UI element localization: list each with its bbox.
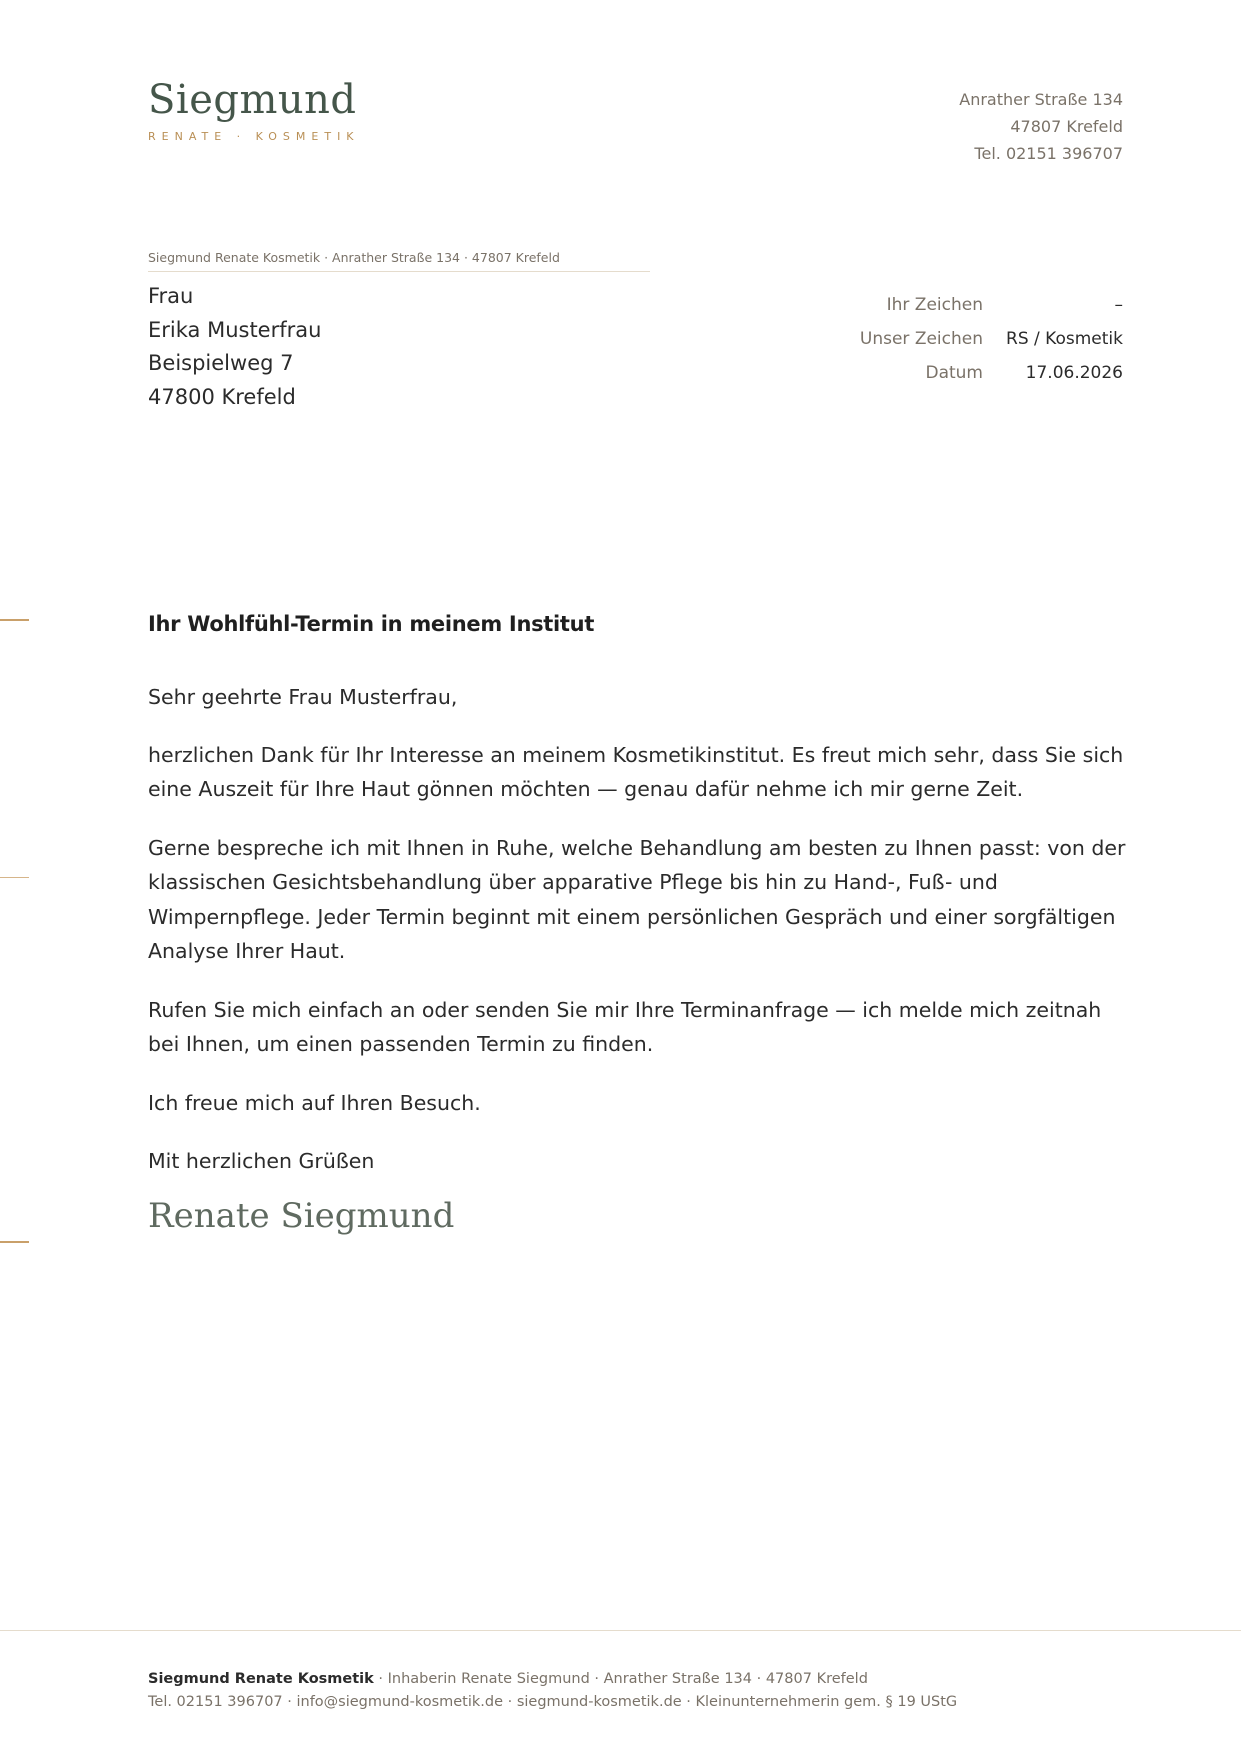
footer [148, 1668, 957, 1714]
reference-value: RS / Kosmetik [1006, 329, 1123, 349]
recipient-name: Erika Musterfrau [148, 317, 322, 342]
reference-label: Ihr Zeichen [886, 295, 983, 315]
letter-greeting: Sehr geehrte Frau Musterfrau, [148, 685, 458, 709]
reference-label: Unser Zeichen [859, 329, 983, 349]
sender-address [959, 86, 1123, 167]
reference-row-ihr-zeichen [813, 295, 1123, 329]
reference-value: – [1114, 295, 1123, 315]
recipient-salutation: Frau [148, 284, 194, 308]
sender-city: 47807 Krefeld [1010, 117, 1123, 136]
letter-paragraph: Gerne bespreche ich mit Ihnen in Ruhe, welche Behandlung am besten zu Ihnen passt: von der klassischen Gesichtsbehandlung über apparative Pflege bis hin zu Hand-, Fuß- und Wimpernpflege. Jeder Termin beginnt mit einem persönlichen Gespräch und einer sorgfältigen Analyse Ihrer Haut. [148, 835, 1126, 963]
reference-label: Datum [925, 363, 983, 383]
letter-paragraph: herzlichen Dank für Ihr Interesse an meinem Kosmetikinstitut. Es freut mich sehr, dass Sie sich eine Auszeit für Ihre Haut gönnen möchten — genau dafür nehme ich mir gerne Zeit. [148, 742, 1124, 801]
logo-tagline: RENATE · KOSMETIK [148, 130, 360, 143]
reference-value: 17.06.2026 [1025, 363, 1123, 383]
sender-phone: Tel. 02151 396707 [974, 144, 1123, 163]
return-address-line: Siegmund Renate Kosmetik · Anrather Straße 134 · 47807 Krefeld [148, 250, 650, 272]
letter-paragraph: Ich freue mich auf Ihren Besuch. [148, 1090, 481, 1115]
letter-subject: Ihr Wohlfühl-Termin in meinem Institut [148, 612, 595, 636]
recipient-city: 47800 Krefeld [148, 384, 296, 409]
logo-name: Siegmund [148, 77, 357, 123]
letter-paragraph: Rufen Sie mich einfach an oder senden Sie mir Ihre Terminanfrage — ich melde mich zeitnah bei Ihnen, um einen passenden Termin zu finden. [148, 997, 1102, 1056]
footer-divider [0, 1630, 1241, 1631]
footer-line-2: Tel. 02151 396707 · info@siegmund-kosmetik.de · siegmund-kosmetik.de · Kleinunternehmerin gem. § 19 UStG [148, 1694, 958, 1710]
company-logo [148, 77, 360, 143]
recipient-address [148, 280, 321, 414]
punch-mark [0, 877, 29, 878]
reference-row-unser-zeichen [813, 329, 1123, 363]
fold-mark-bottom [0, 1241, 29, 1243]
recipient-street: Beispielweg 7 [148, 351, 294, 375]
letter-body [148, 680, 1128, 1203]
letter-closing: Mit herzlichen Grüßen [148, 1149, 375, 1173]
footer-line-1-text: · Inhaberin Renate Siegmund · Anrather Straße 134 · 47807 Krefeld [373, 1671, 868, 1687]
sender-street: Anrather Straße 134 [959, 90, 1123, 109]
footer-company: Siegmund Renate Kosmetik [148, 1671, 374, 1687]
fold-mark-top [0, 619, 29, 621]
reference-row-datum [813, 363, 1123, 397]
footer-line-1 [148, 1668, 957, 1691]
signature: Renate Siegmund [148, 1196, 455, 1236]
reference-table [813, 295, 1123, 397]
